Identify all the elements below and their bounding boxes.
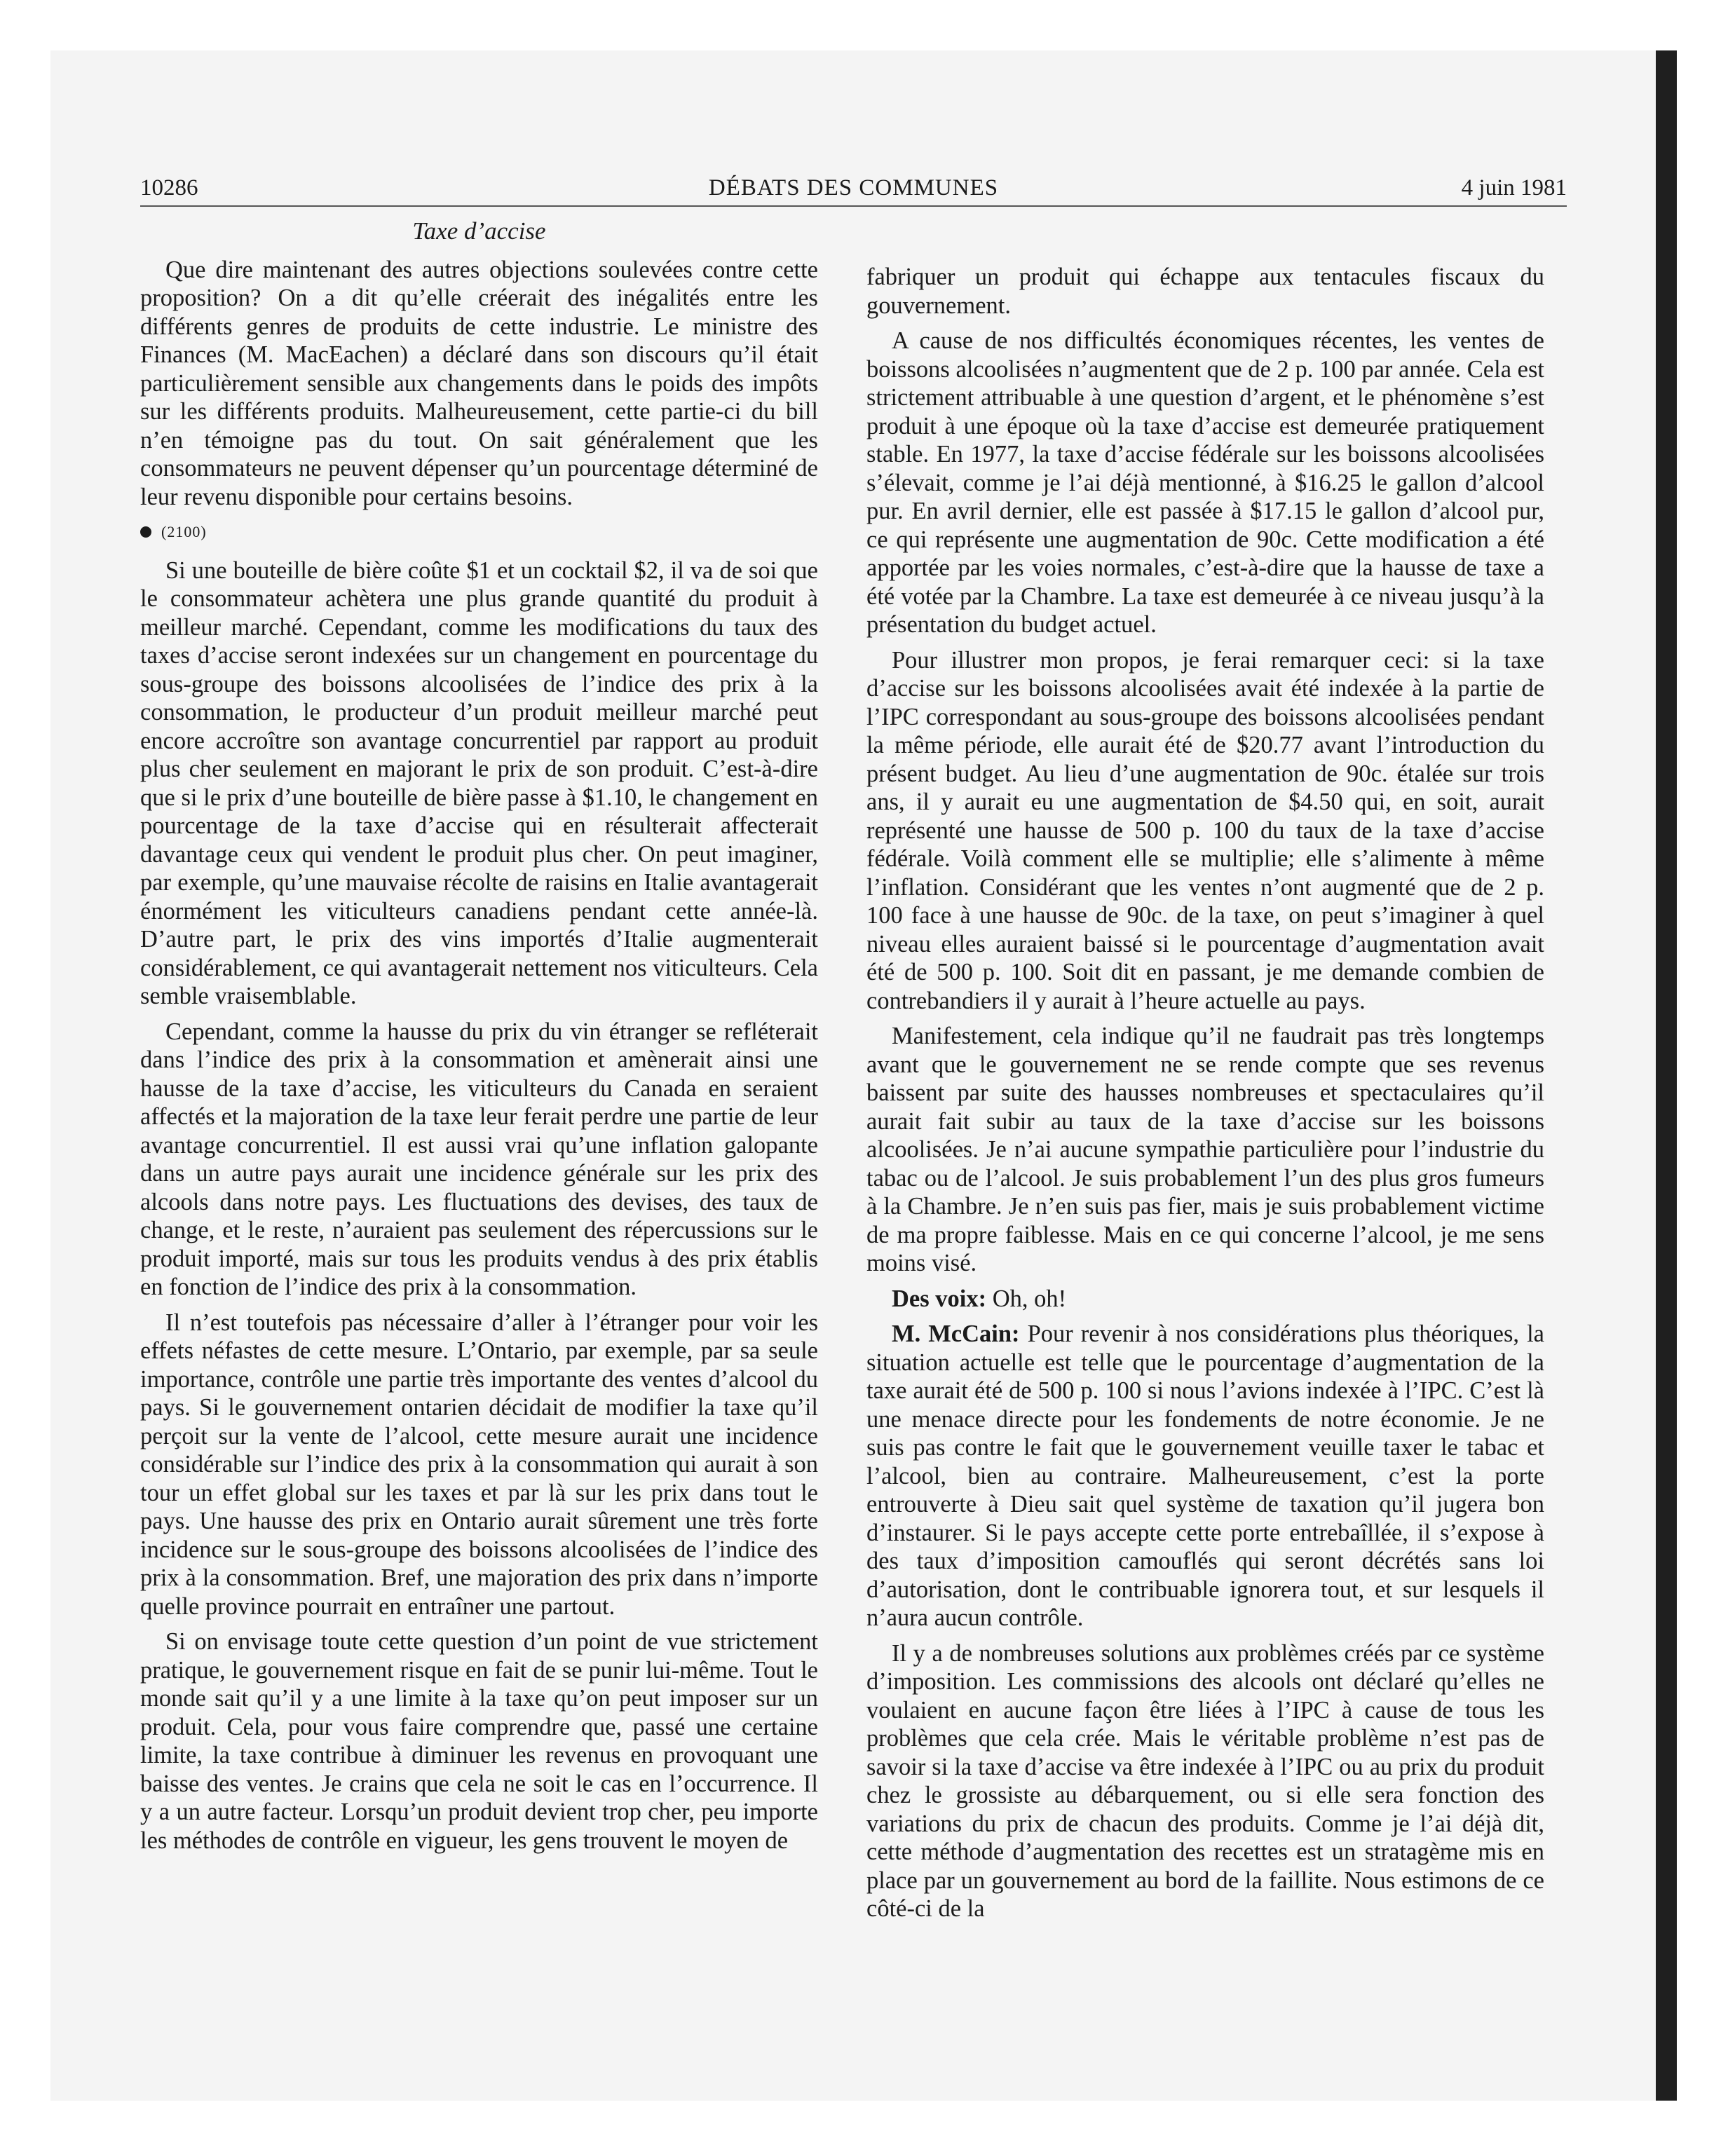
- paragraph: Il n’est toutefois pas nécessaire d’aller à l’étranger pour voir les effets néfastes de cette mesure. L’Ontario, par exemple, par sa seule importance, contrôle une partie très importante des ventes d’alcool du pays. Si le gouvernement ontarien décidait de modifier la taxe qu’il perçoit sur la vente de l’alcool, cette mesure aurait une incidence considérable sur l’indice des prix à la consommation qui aurait à son tour un effet global sur les taxes et par là sur les prix dans tout le pays. Une hausse des prix en Ontario aurait sûrement une très forte incidence sur le sous-groupe des boissons alcoolisées de l’indice des prix à la consommation. Bref, une majoration des prix dans n’importe quelle province pourrait en entraîner une partout.: [140, 1309, 818, 1620]
- time-marker-label: (2100): [161, 523, 207, 540]
- left-column: [140, 217, 818, 1862]
- page-date: 4 juin 1981: [1461, 175, 1567, 200]
- paragraph: Que dire maintenant des autres objections soulevées contre cette proposition? On a dit qu’elle créerait des inégalités entre les différents genres de produits de cette industrie. Le ministre des Finances (M. MacEachen) a déclaré dans son discours qu’il était particulièrement sensible aux changements dans le poids des impôts sur les différents produits. Malheureusement, cette partie-ci du bill n’en témoigne pas du tout. On sait généralement que les consommateurs ne peuvent dépenser qu’un pourcentage déterminé de leur revenu disponible pour certains besoins.: [140, 256, 818, 510]
- time-marker: [140, 518, 818, 547]
- bullet-icon: [140, 526, 151, 538]
- speech: [866, 1320, 1544, 1632]
- paragraph: Pour illustrer mon propos, je ferai remarquer ceci: si la taxe d’accise sur les boissons alcoolisées avait été indexée à la partie de l’IPC correspondant au sous-groupe des boissons alcoolisées pendant la même période, elle aurait été de $20.77 avant l’introduction du présent budget. Au lieu d’une augmentation de 90c. étalée sur trois ans, il y aurait eu une augmentation de $4.50 qui, en soit, aurait représenté une hausse de 500 p. 100 du taux de la taxe d’accise fédérale. Voilà comment elle se multiplie; elle s’alimente à même l’inflation. Considérant que les ventes n’ont augmenté que de 2 p. 100 face à une hausse de 90c. de la taxe, on peut s’imaginer à quel niveau elles auraient baissé si le pourcentage d’augmentation avait été de 500 p. 100. Soit dit en passant, je me demande combien de contrebandiers il y aurait à l’heure actuelle au pays.: [866, 646, 1544, 1014]
- scan-edge-bar: [1656, 50, 1677, 2101]
- speech-text: Oh, oh!: [986, 1285, 1067, 1312]
- paragraph: Cependant, comme la hausse du prix du vin étranger se refléterait dans l’indice des prix à la consommation et amènerait ainsi une hausse de la taxe d’accise, les viticulteurs du Canada en seraient affectés et la majoration de la taxe leur ferait perdre une partie de leur avantage concurrentiel. Il est aussi vrai qu’une inflation galopante dans un autre pays aurait une incidence générale sur les prix des alcools dans notre pays. Les fluctuations des devises, des taux de change, et le reste, n’auraient pas seulement des répercussions sur le produit importé, mais sur tous les produits vendus à des prix établis en fonction de l’indice des prix à la consommation.: [140, 1018, 818, 1300]
- page-number: 10286: [140, 175, 198, 200]
- publication-title: DÉBATS DES COMMUNES: [708, 175, 999, 200]
- paragraph: Si on envisage toute cette question d’un point de vue strictement pratique, le gouvernement risque en fait de se punir lui-même. Tout le monde sait qu’il y a une limite à la taxe qu’on peut imposer sur un produit. Cela, pour vous faire comprendre que, passé une certaine limite, la taxe contribue à diminuer les revenus en provoquant une baisse des ventes. Je crains que cela ne soit le cas en l’occurrence. Il y a un autre facteur. Lorsqu’un produit devient trop cher, peu importe les méthodes de contrôle en vigueur, les gens trouvent le moyen de: [140, 1628, 818, 1854]
- paragraph: Manifestement, cela indique qu’il ne faudrait pas très longtemps avant que le gouvernement ne se rende compte que ses revenus baissent par suite des hausses nombreuses et spectaculaires qu’il aurait fait subir au taux de la taxe d’accise sur les boissons alcoolisées. Je n’ai aucune sympathie particulière pour l’industrie du tabac ou de l’alcool. Je suis probablement l’un des plus gros fumeurs à la Chambre. Je n’en suis pas fier, mais je suis probablement victime de ma propre faiblesse. Mais en ce qui concerne l’alcool, je me sens moins visé.: [866, 1023, 1544, 1276]
- speaker-name: M. McCain:: [892, 1321, 1020, 1347]
- paragraph: fabriquer un produit qui échappe aux tentacules fiscaux du gouvernement.: [866, 264, 1544, 319]
- speech-text: Pour revenir à nos considérations plus théoriques, la situation actuelle est telle que le pourcentage d’augmentation de la taxe aurait été de 500 p. 100 si nous l’avions indexée à l’IPC. C’est là une menace directe pour les fondements de notre économie. Je ne suis pas contre le fait que le gouvernement veuille taxer le tabac et l’alcool, bien au contraire. Malheureusement, c’est la porte entrouverte à Dieu sait quel système de taxation qu’il jugera bon d’instaurer. Si le pays accepte cette porte entrebaîllée, il s’expose à des taux d’imposition camouflés qui seront décrétés sans loi d’autorisation, dont le contribuable ignorera tout, et sur lesquels il n’aura aucun contrôle.: [866, 1321, 1544, 1631]
- interjection: [866, 1285, 1544, 1314]
- paragraph: Si une bouteille de bière coûte $1 et un cocktail $2, il va de soi que le consommateur achètera une plus grande quantité du produit à meilleur marché. Cependant, comme les modifications du taux des taxes d’accise seront indexées sur un changement en pourcentage du sous-groupe des boissons alcoolisées de l’indice des prix à la consommation, le producteur d’un produit meilleur marché peut encore accroître son avantage concurrentiel par rapport au produit plus cher seulement en majorant le prix de son produit. C’est-à-dire que si le prix d’une bouteille de bière passe à $1.10, le changement en pourcentage de la taxe d’accise qui en résulterait affecterait davantage ceux qui vendent le produit plus cher. On peut imaginer, par exemple, qu’une mauvaise récolte de raisins en Italie avantagerait énormément les viticulteurs canadiens pendant cette année-là. D’autre part, le prix des vins importés d’Italie augmenterait considérablement, ce qui avantagerait nettement nos viticulteurs. Cela semble vraisemblable.: [140, 557, 818, 1009]
- paragraph: A cause de nos difficultés économiques récentes, les ventes de boissons alcoolisées n’augmentent que de 2 p. 100 par année. Cela est strictement attribuable à une question d’argent, et le phénomène s’est produit à une époque où la taxe d’accise est demeurée pratiquement stable. En 1977, la taxe d’accise fédérale sur les boissons alcoolisées s’élevait, comme je l’ai déjà mentionné, à $16.25 le gallon d’alcool pur. En avril dernier, elle est passée à $17.15 le gallon d’alcool pur, ce qui représente une augmentation de 90c. Cette modification a été apportée par les voies normales, c’est-à-dire que la hausse de taxe a été votée par la Chambre. La taxe est demeurée à ce niveau jusqu’à la présentation du budget actuel.: [866, 327, 1544, 638]
- paragraph: Il y a de nombreuses solutions aux problèmes créés par ce système d’imposition. Les commissions des alcools ont déclaré qu’elles ne voulaient en aucune façon être liées à l’IPC à cause de tous les problèmes que cela crée. Mais le véritable problème n’est pas de savoir si la taxe d’accise va être indexée à l’IPC ou au prix du produit chez le grossiste au débarquement, ou si elle sera fonction des variations du prix de chacun des produits. Comme je l’ai déjà dit, cette méthode d’augmentation des recettes est un stratagème mis en place par un gouvernement au bord de la faillite. Nous estimons de ce côté-ci de la: [866, 1639, 1544, 1922]
- section-title: Taxe d’accise: [412, 217, 546, 245]
- page-header: [140, 172, 1567, 207]
- right-column: [866, 263, 1544, 1930]
- speaker-name: Des voix:: [892, 1285, 987, 1312]
